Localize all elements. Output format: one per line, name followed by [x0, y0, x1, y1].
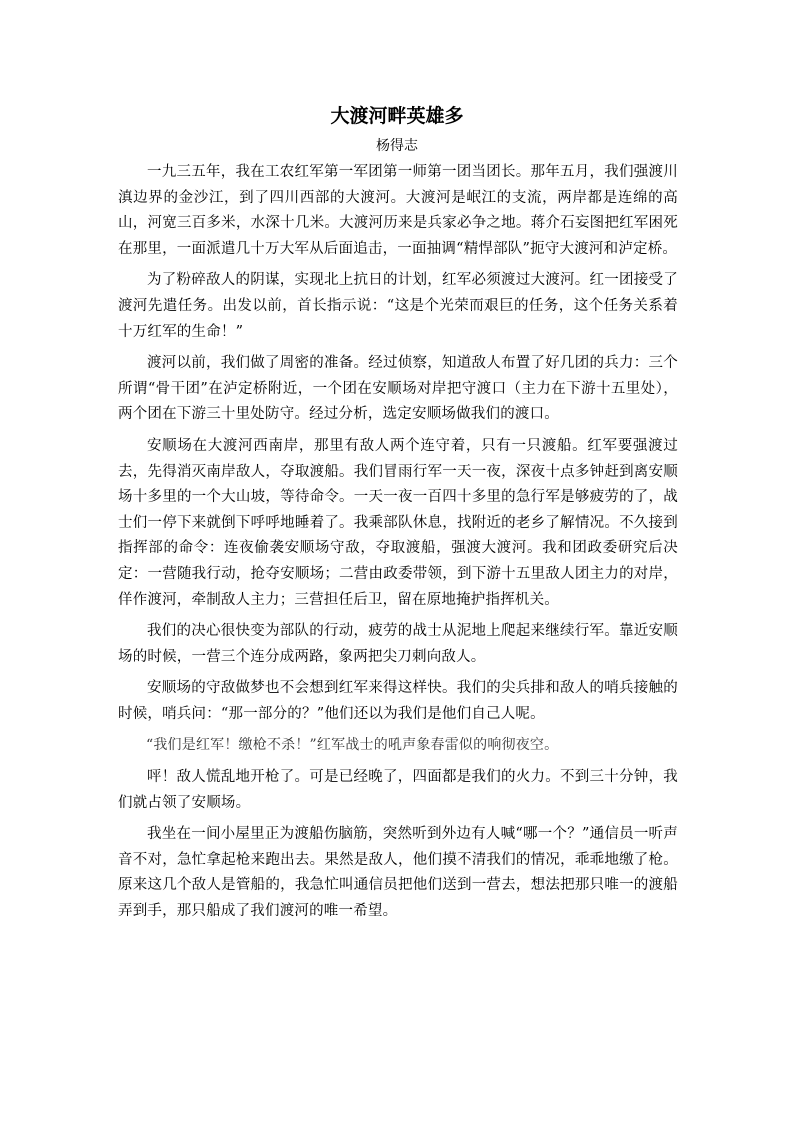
paragraph-5: 我们的决心很快变为部队的行动，疲劳的战士从泥地上爬起来继续行军。靠近安顺场的时候，一营三个连分成两路，象两把尖刀刺向敌人。 — [118, 623, 678, 665]
document-title: 大渡河畔英雄多 — [330, 105, 464, 127]
paragraph-2: 为了粉碎敌人的阴谋，实现北上抗日的计划，红军必须渡过大渡河。红一团接受了渡河先遣任务。出发以前，首长指示说：“这是个光荣而艰巨的任务，这个任务关系着十万红军的生命！” — [118, 272, 678, 340]
paragraph-3: 渡河以前，我们做了周密的准备。经过侦察，知道敌人布置了好几团的兵力：三个所谓“骨干团”在泸定桥附近，一个团在安顺场对岸把守渡口（主力在下游十五里处），两个团在下游三十里处防守。经过分析，选定安顺场做我们的渡口。 — [118, 355, 678, 423]
paragraph-7: “我们是红军！缴枪不杀！”红军战士的吼声象春雷似的响彻夜空。 — [146, 737, 559, 754]
document-author: 杨得志 — [376, 138, 418, 154]
paragraph-8: 呯！敌人慌乱地开枪了。可是已经晚了，四面都是我们的火力。不到三十分钟，我们就占领了安顺场。 — [118, 769, 678, 811]
paragraph-6: 安顺场的守敌做梦也不会想到红军来得这样快。我们的尖兵排和敌人的哨兵接触的时候，哨兵问：“那一部分的？”他们还以为我们是他们自己人呢。 — [118, 680, 678, 722]
document-body — [118, 160, 678, 931]
paragraph-9: 我坐在一间小屋里正为渡船伤脑筋，突然听到外边有人喊“哪一个？”通信员一听声音不对，急忙拿起枪来跑出去。果然是敌人，他们摸不清我们的情况，乖乖地缴了枪。原来这几个敌人是管船的，我急忙叫通信员把他们送到一营去，想法把那只唯一的渡船弄到手，那只船成了我们渡河的唯一希望。 — [118, 826, 678, 920]
paragraph-4: 安顺场在大渡河西南岸，那里有敌人两个连守着，只有一只渡船。红军要强渡过去，先得消灭南岸敌人，夺取渡船。我们冒雨行军一天一夜，深夜十点多钟赶到离安顺场十多里的一个大山坡，等待命令。一天一夜一百四十多里的急行军是够疲劳的了，战士们一停下来就倒下呼呼地睡着了。我乘部队休息，找附近的老乡了解情况。不久接到指挥部的命令：连夜偷袭安顺场守敌，夺取渡船，强渡大渡河。我和团政委研究后决定：一营随我行动，抢夺安顺场；二营由政委带领，到下游十五里敌人团主力的对岸，佯作渡河，牵制敌人主力；三营担任后卫，留在原地掩护指挥机关。 — [118, 437, 678, 608]
paragraph-1: 一九三五年，我在工农红军第一军团第一师第一团当团长。那年五月，我们强渡川滇边界的金沙江，到了四川西部的大渡河。大渡河是岷江的支流，两岸都是连绵的高山，河宽三百多米，水深十几米。大渡河历来是兵家必争之地。蒋介石妄图把红军困死在那里，一面派遣几十万大军从后面追击，一面抽调“精悍部队”扼守大渡河和泸定桥。 — [118, 164, 678, 257]
